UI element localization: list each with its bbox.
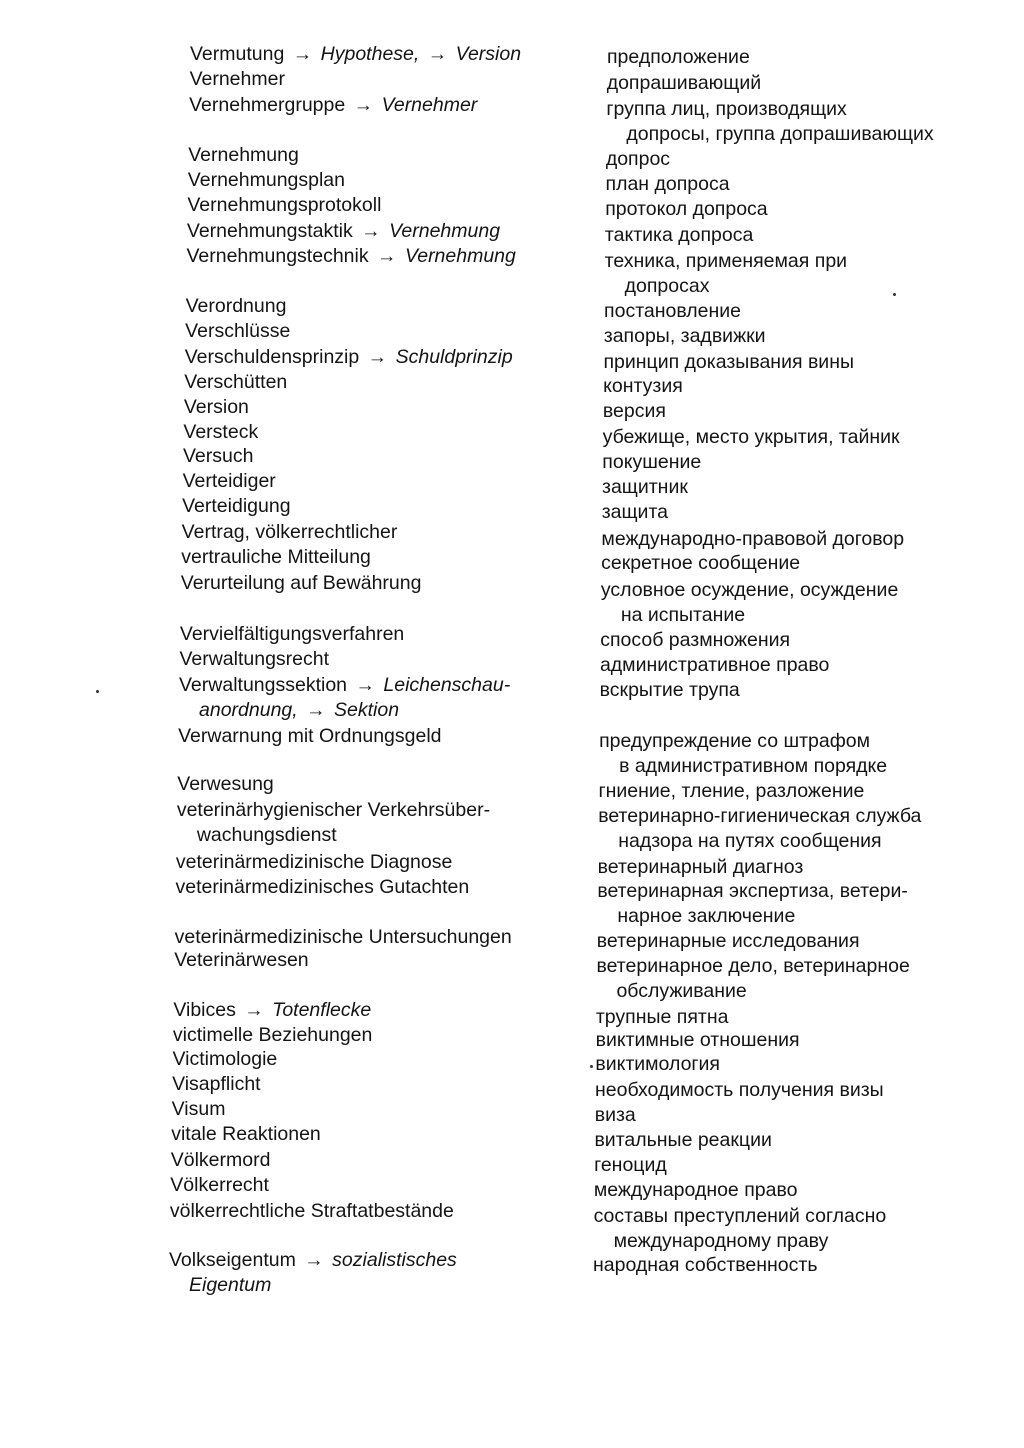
term-line — [172, 1097, 226, 1122]
german-term: vertrauliche Mitteilung — [181, 546, 371, 568]
russian-translation-entry — [605, 249, 847, 299]
russian-translation-entry — [597, 929, 860, 954]
term-line — [182, 520, 398, 545]
russian-translation-entry — [600, 653, 829, 678]
russian-translation-entry — [603, 425, 900, 450]
russian-translation: защитник — [602, 476, 688, 498]
russian-translation: ветеринарный диагноз — [597, 856, 804, 878]
german-term: Vernehmungsprotokoll — [187, 194, 382, 216]
arrow-icon: → — [348, 94, 379, 116]
german-term-entry — [187, 193, 381, 218]
translation-continuation: на испытание — [620, 604, 746, 626]
cross-reference: Totenflecke — [272, 999, 372, 1021]
russian-translation: постановление — [604, 300, 742, 322]
russian-translation: принцип доказывания вины — [603, 351, 854, 373]
term-line — [183, 469, 276, 494]
russian-translation: допрос — [605, 148, 671, 170]
russian-translation-entry — [594, 1204, 887, 1254]
cross-reference: Eigentum — [189, 1274, 272, 1296]
russian-translation: предположение — [607, 46, 750, 68]
term-line — [181, 545, 371, 570]
german-term: Victimologie — [172, 1048, 278, 1070]
russian-translation-entry — [607, 71, 761, 96]
german-term-entry — [180, 622, 404, 647]
term-line — [179, 647, 329, 672]
german-term: veterinärmedizinische Untersuchungen — [174, 926, 512, 948]
russian-translation-entry — [603, 399, 666, 424]
german-term-entry — [170, 1173, 269, 1198]
russian-translation: защита — [601, 501, 668, 523]
german-term-entry — [171, 1148, 271, 1173]
german-term: Vertrag, völkerrechtlicher — [181, 521, 398, 543]
term-line — [175, 925, 512, 950]
german-term: Verurteilung auf Bewährung — [180, 572, 422, 594]
russian-translation: версия — [602, 400, 666, 422]
german-term: Verwarnung mit Ordnungsgeld — [178, 725, 442, 747]
term-continuation: wachungsdienst — [196, 824, 337, 846]
russian-translation: ветеринарно-гигиеническая служба — [598, 805, 922, 827]
term-line — [188, 143, 299, 168]
russian-translation-entry — [602, 500, 668, 525]
cross-reference: Vernehmung — [404, 245, 516, 267]
cross-reference: Vernehmung — [389, 220, 501, 242]
german-term: Volkseigentum — [169, 1249, 296, 1271]
german-term-entry — [172, 1097, 226, 1122]
russian-translation-entry — [595, 1052, 720, 1077]
russian-translation-entry — [606, 172, 730, 197]
russian-translation-entry — [594, 1128, 771, 1153]
german-term-entry — [190, 67, 285, 92]
german-term-entry — [170, 1199, 454, 1224]
german-term: veterinärmedizinisches Gutachten — [175, 876, 470, 898]
russian-translation: трупные пятна — [595, 1006, 729, 1028]
german-term-entry — [175, 875, 469, 900]
russian-translation: убежище, место укрытия, тайник — [602, 426, 900, 448]
german-term-entry — [184, 395, 249, 420]
german-term: Vernehmer — [189, 68, 285, 90]
russian-translation-entry — [598, 855, 804, 880]
term-line — [181, 571, 422, 596]
russian-translation-entry — [596, 1028, 800, 1053]
german-term-entry — [172, 1072, 261, 1097]
german-term-entry — [179, 647, 329, 672]
russian-translation-entry — [599, 729, 887, 779]
term-line — [177, 772, 273, 797]
german-term: Vervielfältigungsverfahren — [179, 623, 405, 645]
german-term: veterinärhygienischer Verkehrsüber- — [176, 799, 491, 821]
term-line — [180, 622, 404, 647]
arrow-icon: → — [287, 43, 318, 65]
term-line — [178, 724, 441, 749]
cross-reference: Leichenschau- — [383, 674, 511, 696]
translation-continuation: нарное заключение — [617, 905, 796, 927]
german-term: Vibices — [173, 999, 236, 1021]
term-line — [185, 319, 290, 344]
german-term-entry — [177, 772, 273, 797]
german-term: veterinärmedizinische Diagnose — [175, 851, 453, 873]
german-term: völkerrechtliche Straftatbestände — [169, 1200, 454, 1222]
german-term-entry — [175, 925, 512, 950]
russian-translation: контузия — [603, 375, 683, 397]
russian-translation: протокол допроса — [605, 198, 768, 220]
term-line — [170, 1173, 269, 1198]
russian-translation: способ размножения — [600, 629, 791, 651]
russian-translation-entry — [601, 551, 800, 576]
russian-translation: ветеринарные исследования — [596, 930, 860, 952]
russian-translation: гниение, тление, разложение — [598, 780, 865, 802]
german-term: Version — [183, 396, 249, 418]
term-line — [175, 875, 469, 900]
scan-speck — [893, 293, 896, 296]
german-term-entry — [186, 244, 515, 269]
russian-translation: техника, применяемая при — [604, 250, 848, 272]
term-line — [190, 42, 521, 67]
german-term-entry — [173, 1047, 278, 1072]
russian-translation: условное осуждение, осуждение — [600, 579, 899, 601]
cross-reference: Version — [455, 43, 522, 65]
russian-translation-entry — [596, 954, 909, 1004]
german-term-entry — [173, 998, 371, 1023]
russian-translation: международное право — [593, 1179, 798, 1201]
german-term-entry — [185, 319, 290, 344]
term-line — [169, 1248, 457, 1273]
german-term: Vernehmungstaktik — [186, 220, 353, 242]
german-term-entry — [181, 545, 371, 570]
german-term: Völkermord — [170, 1149, 271, 1171]
russian-translation-entry — [594, 1178, 798, 1203]
russian-translation: административное право — [599, 654, 830, 676]
russian-translation-entry — [598, 779, 864, 804]
german-term: Vernehmungstechnik — [186, 245, 369, 267]
term-line — [172, 1072, 261, 1097]
german-term-entry — [183, 420, 258, 445]
term-line — [184, 395, 249, 420]
russian-translation: ветеринарная экспертиза, ветери- — [597, 880, 908, 902]
russian-translation-entry — [598, 804, 921, 854]
russian-translation-entry — [600, 678, 740, 703]
scan-speck — [590, 1065, 593, 1068]
cross-reference: Hypothese, — [320, 43, 420, 65]
russian-translation: составы преступлений согласно — [593, 1205, 887, 1227]
russian-translation: допрашивающий — [606, 72, 762, 94]
russian-translation: покушение — [602, 451, 702, 473]
german-term-entry — [185, 345, 513, 370]
russian-translation-entry — [606, 97, 933, 147]
german-term-entry — [173, 1023, 372, 1048]
german-term: Verschütten — [184, 371, 288, 393]
german-term-entry — [184, 370, 287, 395]
russian-translation: необходимость получения визы — [595, 1079, 884, 1101]
term-line — [173, 998, 371, 1023]
translation-continuation: международному праву — [613, 1230, 829, 1252]
russian-translation-entry — [601, 527, 904, 552]
german-term-entry — [190, 42, 521, 67]
german-term-entry — [174, 948, 308, 973]
russian-translation: план допроса — [605, 173, 730, 195]
german-term-entry — [182, 494, 290, 519]
russian-translation-entry — [606, 147, 670, 172]
term-line — [188, 168, 345, 193]
term-line — [190, 67, 285, 92]
scan-speck — [96, 690, 99, 693]
german-term-entry — [183, 444, 253, 469]
translation-continuation: в административном порядке — [619, 755, 888, 777]
cross-reference: sozialistisches — [332, 1249, 457, 1271]
russian-translation-entry — [593, 1253, 818, 1278]
russian-translation-entry — [601, 578, 898, 628]
german-term: Verwaltungsrecht — [179, 648, 330, 670]
term-line — [186, 294, 287, 319]
term-line — [186, 244, 515, 269]
german-term-entry — [179, 673, 510, 723]
german-term-entry — [171, 1122, 321, 1147]
term-line — [183, 420, 258, 445]
german-term-entry — [189, 93, 477, 118]
russian-translation-entry — [603, 374, 683, 399]
german-term: Vernehmungsplan — [187, 169, 345, 191]
arrow-icon: → — [362, 346, 393, 368]
russian-translation: тактика допроса — [604, 224, 754, 246]
term-line — [174, 948, 308, 973]
cross-reference: anordnung, — [199, 699, 298, 721]
russian-translation-entry — [600, 628, 790, 653]
term-line — [173, 1047, 278, 1072]
german-term-entry — [186, 294, 287, 319]
russian-translation-entry — [602, 475, 688, 500]
german-term: Veterinärwesen — [174, 949, 309, 971]
russian-translation: ветеринарное дело, ветеринарное — [596, 955, 910, 977]
russian-translation: народная собственность — [593, 1254, 818, 1276]
russian-translation-entry — [604, 299, 741, 324]
german-term: Verwesung — [177, 773, 274, 795]
term-line — [185, 345, 513, 370]
russian-translation: предупреждение со штрафом — [599, 730, 871, 752]
term-line — [171, 1122, 321, 1147]
russian-translation-entry — [602, 450, 701, 475]
russian-translation: виктимология — [595, 1053, 720, 1075]
russian-translation-entry — [597, 879, 908, 929]
german-term: Vernehmergruppe — [189, 94, 346, 116]
german-term-entry — [177, 798, 490, 848]
russian-translation-entry — [595, 1078, 884, 1103]
russian-translation-entry — [605, 197, 767, 222]
arrow-icon: → — [422, 43, 453, 65]
russian-translation: геноцид — [594, 1154, 667, 1176]
translation-continuation: надзора на путях сообщения — [618, 830, 882, 852]
term-continuation — [179, 698, 510, 723]
russian-translation: виза — [594, 1104, 636, 1126]
arrow-icon: → — [371, 245, 402, 267]
term-line — [179, 673, 510, 698]
german-term: Verordnung — [185, 295, 287, 317]
german-term: Verschuldensprinzip — [184, 346, 360, 368]
german-term: Vermutung — [190, 43, 285, 65]
term-line — [189, 93, 477, 118]
german-term: Visapflicht — [172, 1073, 261, 1095]
russian-translation-entry — [604, 324, 766, 349]
russian-translation-entry — [603, 350, 854, 375]
german-term-entry — [187, 219, 500, 244]
german-term-entry — [178, 724, 441, 749]
term-line — [187, 219, 500, 244]
russian-translation: вскрытие трупа — [599, 679, 740, 701]
term-line — [171, 1148, 271, 1173]
cross-reference: Vernehmer — [381, 94, 478, 116]
german-term: Visum — [171, 1098, 226, 1120]
german-term-entry — [188, 168, 345, 193]
arrow-icon: → — [298, 1249, 330, 1271]
russian-translation-entry — [595, 1103, 636, 1128]
cross-reference: Schuldprinzip — [395, 346, 513, 368]
german-term-entry — [181, 571, 422, 596]
german-term: Verwaltungssektion — [179, 674, 348, 696]
german-term: victimelle Beziehungen — [172, 1024, 373, 1046]
translation-continuation: допросах — [624, 275, 710, 297]
german-term: Verteidigung — [182, 495, 291, 517]
arrow-icon: → — [238, 999, 270, 1021]
russian-translation: запоры, задвижки — [603, 325, 766, 347]
arrow-icon: → — [355, 220, 387, 242]
german-term: Verteidiger — [182, 470, 276, 492]
german-term: Versuch — [183, 445, 254, 467]
german-term: Völkerrecht — [170, 1174, 269, 1196]
german-term-entry — [169, 1248, 457, 1298]
german-term-entry — [182, 520, 398, 545]
russian-translation-entry — [594, 1153, 667, 1178]
german-term: vitale Reaktionen — [171, 1123, 321, 1145]
russian-translation-entry — [605, 223, 753, 248]
term-continuation — [169, 1273, 457, 1298]
german-term-entry — [176, 850, 452, 875]
russian-translation-entry — [607, 45, 750, 70]
russian-translation: виктимные отношения — [595, 1029, 800, 1051]
term-line — [170, 1199, 454, 1224]
term-line — [183, 444, 253, 469]
translation-continuation: обслуживание — [616, 980, 747, 1002]
term-line — [187, 193, 381, 218]
term-line — [177, 798, 490, 823]
russian-translation: витальные реакции — [594, 1129, 772, 1151]
russian-translation-entry — [596, 1005, 729, 1030]
term-line — [182, 494, 290, 519]
russian-translation: секретное сообщение — [601, 552, 801, 574]
translation-continuation: допросы, группа допрашивающих — [626, 123, 934, 145]
german-term: Versteck — [183, 421, 259, 443]
arrow-icon: → — [350, 674, 381, 696]
german-term: Verschlüsse — [185, 320, 291, 342]
german-term: Vernehmung — [188, 144, 299, 166]
german-term-entry — [183, 469, 276, 494]
term-line — [184, 370, 287, 395]
term-line — [176, 850, 452, 875]
russian-translation: международно-правовой договор — [601, 528, 905, 550]
arrow-icon: → — [300, 699, 332, 721]
term-line — [173, 1023, 372, 1048]
cross-reference: Sektion — [334, 699, 400, 721]
russian-translation: группа лиц, производящих — [606, 98, 847, 120]
german-term-entry — [188, 143, 299, 168]
